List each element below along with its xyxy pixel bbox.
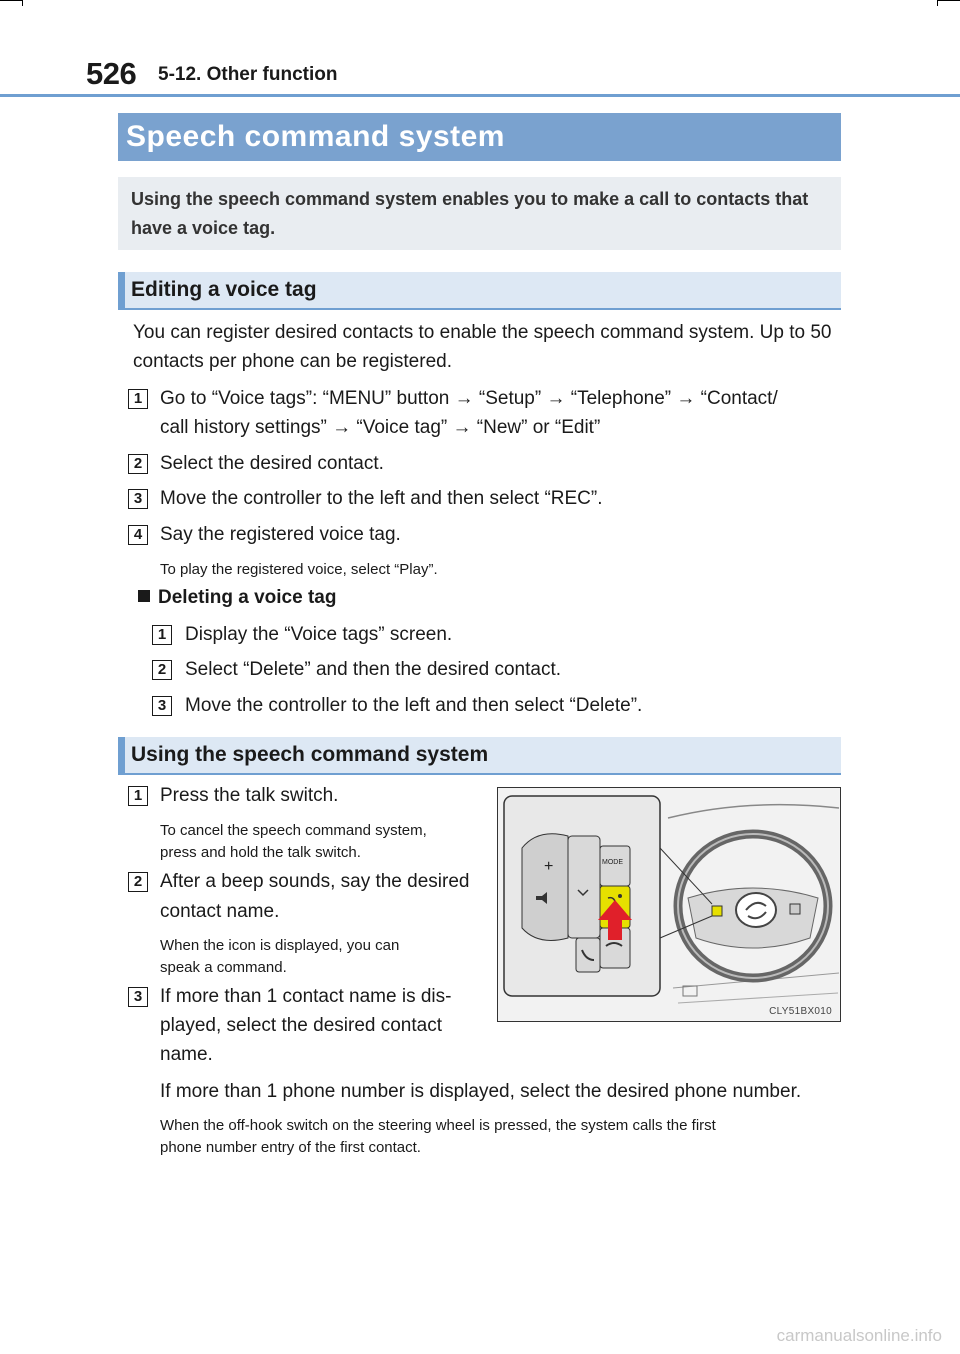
watermark: carmanualsonline.info [776, 1326, 942, 1345]
step-note: speak a command. [160, 959, 287, 976]
bullet-square-icon [138, 590, 150, 602]
intro-box [118, 177, 841, 250]
step-text: name. [160, 1044, 213, 1065]
page-number: 526 [86, 56, 137, 91]
step-number: 3 [152, 696, 172, 716]
step-number: 3 [128, 987, 148, 1007]
step-text: Move the controller to the left and then select “REC”. [160, 488, 603, 509]
step-note: press and hold the talk switch. [160, 844, 361, 861]
step-text: played, select the desired contact [160, 1015, 443, 1036]
header-rule [0, 94, 960, 97]
step-note: When the icon is displayed, you can [160, 937, 400, 954]
subheading-using: Using the speech command system [118, 737, 841, 775]
step-number: 1 [128, 389, 148, 409]
final-note: phone number entry of the first contact. [160, 1139, 421, 1156]
crop-mark [0, 0, 22, 1]
step-number: 1 [128, 786, 148, 806]
deleting-heading-text: Deleting a voice tag [158, 587, 337, 608]
step-number: 4 [128, 525, 148, 545]
step-text: Select the desired contact. [160, 453, 384, 474]
step-text: Display the “Voice tags” screen. [185, 624, 453, 645]
step-text: After a beep sounds, say the desired [160, 871, 470, 892]
play-note: To play the registered voice, select “Play”. [160, 561, 438, 578]
plus-label: + [544, 858, 554, 875]
subheading-editing: Editing a voice tag [118, 272, 841, 310]
steering-wheel-figure [497, 787, 841, 1022]
step-number: 3 [128, 489, 148, 509]
step-text: Select “Delete” and then the desired contact. [185, 659, 562, 680]
final-note: When the off-hook switch on the steering wheel is pressed, the system calls the first [160, 1117, 716, 1134]
step-text: If more than 1 contact name is dis- [160, 986, 452, 1007]
crop-mark [22, 0, 23, 6]
editing-lead: You can register desired contacts to enable the speech command system. Up to 50 contacts per phone can be registered. [133, 322, 832, 372]
figure-code: CLY51BX010 [769, 1006, 832, 1017]
steering-wheel-illustration [498, 788, 839, 1020]
chapter-title: 5-12. Other function [158, 64, 338, 85]
step-number: 2 [152, 660, 172, 680]
step-text: Press the talk switch. [160, 785, 339, 806]
step-number: 2 [128, 872, 148, 892]
section-title: Speech command system [118, 113, 841, 161]
step-text: Move the controller to the left and then select “Delete”. [185, 695, 643, 716]
deleting-heading [138, 587, 336, 609]
crop-mark [938, 0, 960, 1]
step-text: Go to “Voice tags”: “MENU” button → “Setup” → “Telephone” → “Contact/ [160, 388, 778, 409]
mode-label: MODE [602, 859, 623, 866]
phone-number-instruction: If more than 1 phone number is displayed, select the desired phone number. [160, 1081, 802, 1102]
step-text: Say the registered voice tag. [160, 524, 401, 545]
step-number: 2 [128, 454, 148, 474]
crop-mark [937, 0, 938, 6]
step-number: 1 [152, 625, 172, 645]
step-note: To cancel the speech command system, [160, 822, 427, 839]
step-text: contact name. [160, 901, 280, 922]
intro-text: Using the speech command system enables you to make a call to contacts that have a voice tag. [131, 189, 809, 238]
step-text: call history settings” → “Voice tag” → “New” or “Edit” [160, 417, 601, 438]
